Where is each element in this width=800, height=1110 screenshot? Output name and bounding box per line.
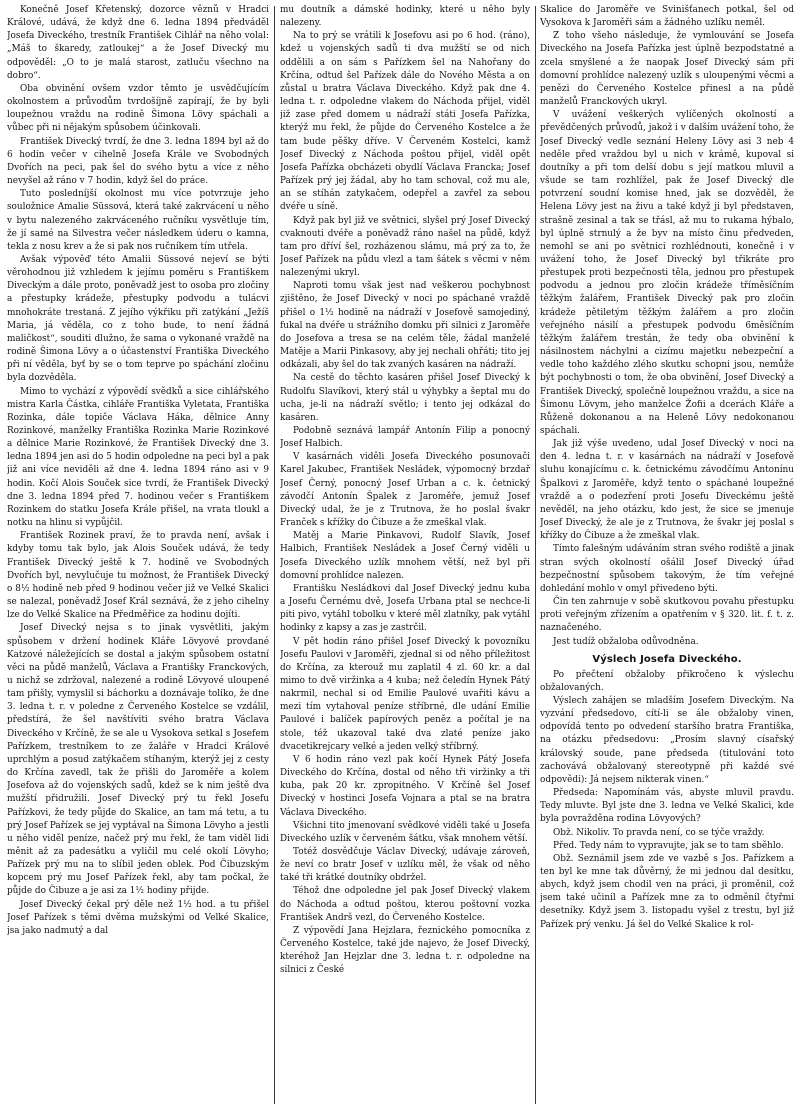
paragraph: Totéž dosvědčuje Václav Divecký, udávaje zároveň, že neví co bratr Josef v uzlíku měl, že však od něho také tři krátké doutníky obdržel. [280, 847, 530, 884]
paragraph: Mimo to vychází z výpovědí svědků a sice cihlářského mistra Karla Částka, cihláře Františka Vyletata, Františka Rozinka, dále topiče Václava Háka, dělnice Anny Rozinkové, manželky Františka Rozinka Marie Rozinkové a dělnice Marie Rozinkové, že František Divecký dne 3. ledna 1894 jen asi do 5 hodin odpoledne na peci byl a pak již ani více neviděli až dne 4. ledna 1894 ráno asi v 9 hodin. Kočí Alois Souček sice tvrdí, že František Divecký dne 3. ledna 1894 před 7. hodinou večer s Františkem Rozinkem do statku Josefa Krále přišel, na vrata tloukl a notku na hlinu si vypůjčil. [7, 386, 269, 529]
paragraph: Výslech zahájen se mladším Josefem Diveckým. Na vyzvání předsedovo, cítí-li se ále obžaloby vinen, odpovídá tento po odvedení staršího bratra Františka, na otázku předsedovu: „Prosím slavný císařský královský soude, pane předseda (titulování toto zachovává obžalovaný stereotypně při každé své odpovědi): Já nejsem nikterak vinen.“ [540, 695, 794, 785]
paragraph: mu doutník a dámské hodinky, které u něho byly nalezeny. [280, 5, 530, 29]
text-column-middle [280, 4, 530, 1110]
column-divider [274, 6, 275, 1104]
paragraph: Františku Nesládkovi dal Josef Divecký jednu kuba a Josefu Černému dvě, Josefa Urbana ptal se nechce-li piti pivo, vytáhl tobolku v které měl zlatníky, pak vytáhl hodinky z kapsy a zas je zastrčil. [280, 583, 530, 634]
paragraph: Jest tudíž obžaloba odůvodněna. [553, 636, 699, 647]
paragraph: Na cestě do těchto kasáren přišel Josef Divecký k Rudolfu Slavíkovi, který stál u výhybky a šeptal mu do ucha, je-li na nádraží světlo; i tento jej odkázal do kasáren. [280, 373, 530, 423]
paragraph: Josef Divecký čekal prý děle než 1½ hod. a tu přišel Josef Pařízek s těmi dvěma mužskými od Velké Skalice, jsa jako nadmutý a dal [7, 899, 269, 936]
paragraph: Skalice do Jaroměře ve Svinišťanech potkal, šel od Vysokova k Jaroměři sám a žádného uzlíku neměl. [540, 5, 794, 29]
paragraph: Z výpovědí Jana Hejzlara, řeznického pomocníka z Červeného Kostelce, také jde najevo, že Josef Divecký, kteréhož Jan Hejzlar dne 3. ledna t. r. odpoledne na silnici z České [280, 925, 530, 976]
paragraph: Tímto falešným udáváním stran svého rodiště a jinak stran svých okolností ošálil Josef Divecký úřad bezpečnostní spůsobem takovým, že tím veřejné dohledání mohlo v omyl přivedeno býti. [540, 544, 794, 594]
paragraph: František Divecký tvrdí, že dne 3. ledna 1894 byl až do 6 hodin večer v cihelně Josefa Krále ve Svobodných Dvořích na peci, pak šel do svého bytu a více z něho nevyšel až ráno v 7 hodin, když šel do práce. [7, 136, 269, 187]
paragraph: V 6 hodin ráno vezl pak kočí Hynek Pátý Josefa Diveckého do Krčína, dostal od něho tři viržinky a tři kuba, pak 20 kr. zpropitného. V Krčíně šel Josef Divecký v hostinci Josefa Vojnara a ptal se na bratra Václava Diveckého. [280, 754, 530, 818]
paragraph: Avšak výpověď této Amalii Süssové nejeví se býti věrohodnou již vzhledem k jejímu poměru s Františkem Diveckým a dále proto, poněvadž jest to osoba pro zločiny a přestupky krádeže, přestupky podvodu a tulácvi mnohokráte trestaná. Z jejího výkřiku při zatýkání „Ježíš Maria, já věděla, co z toho bude, to není žádná maličkost“, souditi dlužno, že sama o vykonané vraždě na rodině Šimona Lövy a o účastenství Františka Diveckého při ní věděla, byť by se o tom teprve po spáchání zločinu byla dozvěděla. [7, 254, 269, 384]
column-divider [535, 6, 536, 1104]
paragraph: V pět hodin ráno přišel Josef Divecký k povozníku Josefu Paulovi v Jaroměři, zjednal si od něho příležitost do Krčína, za kterouž mu zaplatil 4 zl. 60 kr. a dal mimo to dvě viržinka a 4 kuba; než čeledín Hynek Pátý nakrmil, nechal si od Emilie Paulové uvařiti kávu a mezi tím vytahoval peníze stříbrné, dle udání Emilie Paulové i balíček papírových peněz a počítal je na stole, též ukazoval také dva zlaté peníze jako dvacetikrejcary velké a jeden velký stříbrný. [280, 636, 530, 752]
paragraph: Téhož dne odpoledne jel pak Josef Divecký vlakem do Náchoda a odtud poštou, kterou poštovní vozka František Andrš vezl, do Červeného Kostelce. [280, 886, 530, 923]
paragraph: V kasárnách viděli Josefa Diveckého posunovači Karel Jakubec, František Nesládek, výpomocný brzdař Josef Černý, ponocný Josef Urban a c. k. četnický závodčí Antonín Špalek z Jaroměře, jemuž Josef Divecký udal, že je z Trutnova, že ho poslal švakr Franček s křížky do Čibuze a že zmeškal vlak. [280, 452, 530, 529]
paragraph: Když pak byl již ve světnici, slyšel prý Josef Divecký cvaknouti dvéře a poněvadž ráno našel na půdě, když tam pro dříví šel, rozházenou slámu, má prý za to, že Josef Pařízek na půdu vlezl a tam šátek s věcmi v něm nalezenými ukryl. [280, 215, 530, 279]
paragraph: František Rozinek praví, že to pravda není, avšak i kdyby tomu tak bylo, jak Alois Souček udává, že tedy František Divecký ještě k 7. hodině ve Svobodných Dvořích byl, nevylučuje tu možnost, že František Divecký o 8½ hodině neb před 9 hodinou večer již ve Velké Skalici se nalezal, poněvadž Josef Král seznává, že z jeho cihelny lze do Velké Skalice na Předměřice za hodinu dojíti. [7, 531, 269, 621]
paragraph: Z toho všeho následuje, že vymlouvání se Josefa Diveckého na Josefa Pařízka jest úplně bezpodstatné a zcela smyšlené a že naopak Josef Divecký sám při domovní prohlídce nalezený uzlík s uloupenými věcmi a penězi do Červeného Kostelce přinesl a na půdě manželů Franckových ukryl. [540, 31, 794, 108]
paragraph: V uvážení veškerých vylíčených okolností a převědčených průvodů, jakož i v dalším uvážení toho, že Josef Divecký vedle seznání Heleny Lövy asi 3 neb 4 neděle před vraždou byl u nich v krámě, kupoval si doutníky a při tom delší dobu s její matkou mluvil a všude se tam rozhlížel, pak že Josef Divecký dle potvrzení soudní komise hned, jak se dozvěděl, že Helena Lövy jest na živu a také když ji byl představen, strašně zesinal a tak se třásl, až mu to rukama hýbalo, byl úplně strnulý a že byv na místo činu předveden, nemohl se ani po světnici rozhlédnouti, konečně i v uvážení toho, že Josef Divecký byl třikráte pro přestupek proti bezpečnosti těla, jednou pro přestupek podvodu a jednou pro zločin krádeže tříměsíčním těžkým žalářem, František Divecký pak pro zločin krádeže pětiletým těžkým žalářem a pro zločin veřejného násilí a přestupek podvodu 6měsíčním těžkým žalářem trestán, že tedy oba obvinění k násilnostem náchylni a cizímu majetku nebezpeční a vedle toho každého zlého skutku schopni jsou, nemůže být pochybnosti o tom, že oba obvinění, Josef Divecký a František Divecký, společně loupežnou vraždu, a sice na Šimonu Lövym, jeho manželce Žofii a dcerách Kláře a Růženě dokonanou a na Heleně Lövy nedokonanou spáchali. [540, 110, 794, 436]
paragraph: Obž. Seznámil jsem zde ve vazbě s Jos. Pařízkem a ten byl ke mne tak důvěrný, že mi jednou dal desítku, abych, když jsem chodil ven na práci, ji proměnil, což jsem také učinil a Pařízek mne za to odměnil čtyřmi desetníky. Když jsem 3. listopadu vyšel z trestu, byl již Pařízek prý venku. Já šel do Velké Skalice k rol- [540, 853, 794, 930]
paragraph: Čin ten zahrnuje v sobě skutkovou povahu přestupku proti veřejným zřízením a opatřením v § 320. lit. f. t. z. naznačeného. [540, 597, 794, 634]
paragraph: Na to prý se vrátili k Josefovu asi po 6 hod. (ráno), kdež u vojenských sadů ti dva mužští se od nich oddělili a on sám s Pařízkem šel na Nahořany do Krčína, odtud šel Pařízek dále do Nového Města a on zůstal u bratra Václava Diveckého. Když pak dne 4. ledna t. r. odpoledne vlakem do Náchoda přijel, viděl již zase před domem u nádraží státi Josefa Pařízka, kterýž mu řekl, že půjde do Červeného Kostelce a že tam bude pěšky dříve. V Červeném Kostelci, kamž Josef Divecký z Náchoda poštou přijel, viděl opět Josefa Pařízka obcházeti obydlí Václava Francka; Josef Pařízek prý jej žádal, aby ho tam schoval, což mu ale, an se stíhán zatykačem, odepřel a zavřel za sebou dvéře u síně. [280, 31, 530, 213]
paragraph: Všichni tito jmenovaní svědkové viděli také u Josefa Diveckého uzlík v červeném šátku, však mnohem větší. [280, 820, 530, 844]
paragraph: Matěj a Marie Pinkavovi, Rudolf Slavík, Josef Halbich, František Nesládek a Josef Černý viděli u Josefa Diveckého uzlík mnohem větší, než byl při domovní prohlídce nalezen. [280, 531, 530, 581]
section-heading: Výslech Josefa Diveckého. [592, 653, 742, 665]
paragraph: Předseda: Napomínám vás, abyste mluvil pravdu. Tedy mluvte. Byl jste dne 3. ledna ve Velké Skalici, kde byla povražděna rodina Lövyových? [540, 788, 794, 825]
paragraph: Konečně Josef Křetenský, dozorce věznů v Hradci Králové, udává, že když dne 6. ledna 1894 předváděl Josefa Diveckého, trestník František Cihlář na něho volal: „Máš to škaredy, zatloukej“ a že Josef Divecký mu odpověděl: „O to je malá starost, zatluču všechno na dobro“. [7, 5, 269, 81]
paragraph: Obž. Nikoliv. To pravda není, co se týče vraždy. [553, 827, 765, 838]
paragraph: Jak již výše uvedeno, udal Josef Divecký v noci na den 4. ledna t. r. v kasárnách na nádraží v Josefově sluhu konajícímu c. k. četnickému závodčímu Antonínu Špalkovi z Jaroměře, když tento o spáchané loupežné vraždě a o podezření proti Josefu Diveckému ještě nevěděl, na jeho otázku, kdo jest, že sice se jmenuje Josef Divecký, že ale je z Trutnova, že švakr jej poslal s křížky do Čibuze a že zmeškal vlak. [540, 439, 794, 542]
text-column-left [7, 4, 269, 1110]
paragraph: Oba obvinění ovšem vzdor těmto je usvědčujícím okolnostem a průvodům tvrdošíjně zapírají, že by byli loupežnou vraždu na rodině Šimona Lövy spáchali a vůbec při ni nějakým spůsobem účinkovali. [7, 83, 269, 134]
paragraph: Před. Tedy nám to vypravujte, jak se to tam sběhlo. [553, 840, 784, 851]
paragraph: Po přečtení obžaloby přikročeno k výslechu obžalovaných. [540, 669, 794, 693]
paragraph: Podobně seznává lampář Antonín Filip a ponocný Josef Halbich. [280, 426, 530, 450]
paragraph: Tuto posledníjší okolnost mu více potvrzuje jeho souložnice Amalie Süssová, která také zakrvácení u něho v bytu nalezeného zakrváceného ručníku vysvětluje tím, že jí samé na Silvestra večer následkem úderu o kamna, tekla z nosu krev a že si pak nos ručníkem tím utřela. [7, 189, 269, 252]
paragraph: Naproti tomu však jest nad veškerou pochybnost zjištěno, že Josef Divecký v noci po spáchané vraždě přišel o 1½ hodině na nádraží v Josefově samojediný, fukal na dvéře u strážního domku při silnici z Jaroměře do Josefova a tresa se na celém těle, žádal manželé Matěje a Marii Pinkasovy, aby jej nechali ohřáti; tito jej odkázali, aby šel do tak zvaných kasáren na nádraží. [280, 281, 530, 371]
paragraph: Josef Divecký nejsa s to jinak vysvětliti, jakým spůsobem v držení hodinek Kláře Lövyové provdané Katzové náležejících se dostal a jakým spůsobem ostatní věci na půdě manželů, Václava a Františky Franckových, u nichž se zdržoval, nalezené a rodině Lövyové uloupené tam přišly, vymyslil si báchorku a doznávaje toliko, že dne 3. ledna t. r. v poledne z Červeného Kostelce se vzdálil, předstírá, že šel navštíviti svého bratra Václava Diveckého v Krčíně, že se ale u Vysokova setkal s Josefem Pařízkem, trestníkem to ze žaláře v Hradci Králové uprchlým a posud zatýkačem stíhaným, kterýž jej z cesty do Krčína zavedl, tak že přišli do Jaroměře a kolem Josefova až do vojenských sadů, kdež se k nim ještě dva mužští přidružili. Josef Divecký prý tu řekl Josefu Pařízkovi, že tedy půjde do Skalice, an tam má tetu, a tu prý Josef Pařízek se jej vyptával na Šimona Lövyho a jestli u něho viděl peníze, načež prý mu řekl, že tam viděl lidi měnit až za padesátku a vyličil mu celé okolí Lövyho; Pařízek prý mu na to slíbil jeden oblek. Pod Čibuzským kopcem prý mu Josef Pařízek řekl, aby tam počkal, že půjde do Čibuze a je asi za 1½ hodiny přijde. [7, 623, 269, 897]
text-column-right [540, 4, 794, 1110]
